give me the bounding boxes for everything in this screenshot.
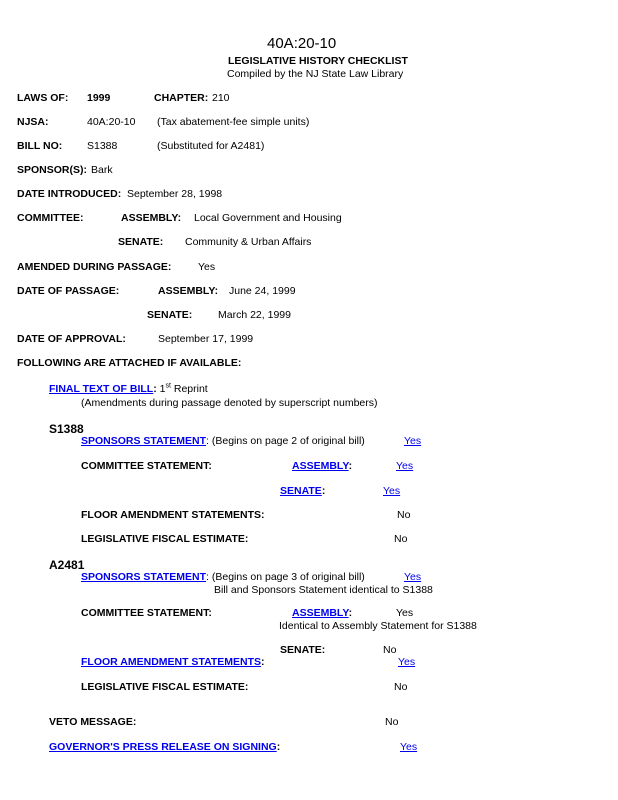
a2481-sponsors-note: : (Begins on page 3 of original bill) bbox=[206, 571, 365, 583]
committee-senate-value: Community & Urban Affairs bbox=[185, 236, 312, 248]
a2481-fiscal-value: No bbox=[394, 681, 408, 693]
a2481-senate-label: SENATE: bbox=[280, 644, 326, 656]
document-title: LEGISLATIVE HISTORY CHECKLIST bbox=[228, 55, 408, 67]
sponsors-value: Bark bbox=[91, 164, 113, 176]
a2481-floor-link[interactable]: FLOOR AMENDMENT STATEMENTS bbox=[81, 656, 262, 668]
sponsors-label: SPONSOR(S): bbox=[17, 164, 88, 176]
bill-no-note: (Substituted for A2481) bbox=[157, 140, 265, 152]
passage-senate-label: SENATE: bbox=[147, 309, 193, 321]
njsa-note: (Tax abatement-fee simple units) bbox=[157, 116, 310, 128]
s1388-sponsors-link[interactable]: SPONSORS STATEMENT bbox=[81, 435, 207, 447]
a2481-committee-label: COMMITTEE STATEMENT: bbox=[81, 607, 212, 619]
governor-row bbox=[49, 742, 280, 753]
date-introduced-value: September 28, 1998 bbox=[127, 188, 223, 200]
a2481-floor-yes-link[interactable]: Yes bbox=[398, 656, 416, 668]
njsa-value: 40A:20-10 bbox=[87, 116, 136, 128]
date-introduced-label: DATE INTRODUCED: bbox=[17, 188, 122, 200]
attached-heading: FOLLOWING ARE ATTACHED IF AVAILABLE: bbox=[17, 357, 242, 369]
a2481-assembly-value: Yes bbox=[396, 607, 414, 619]
a2481-heading: A2481 bbox=[49, 558, 85, 572]
approval-value: September 17, 1999 bbox=[158, 333, 254, 345]
a2481-floor-row: FLOOR AMENDMENT STATEMENTS: bbox=[81, 656, 265, 668]
amended-value: Yes bbox=[198, 261, 216, 273]
bill-no-label: BILL NO: bbox=[17, 140, 63, 152]
bill-no-value: S1388 bbox=[87, 140, 118, 152]
s1388-floor-value: No bbox=[397, 509, 411, 521]
committee-assembly-label: ASSEMBLY: bbox=[121, 212, 182, 224]
final-text-value-num: 1 bbox=[159, 383, 166, 395]
s1388-senate-row: SENATE: bbox=[280, 485, 326, 497]
njsa-label: NJSA: bbox=[17, 116, 49, 128]
governor-colon: : bbox=[276, 741, 281, 753]
s1388-sponsors-row bbox=[81, 436, 365, 447]
chapter-value: 210 bbox=[212, 92, 230, 104]
passage-label: DATE OF PASSAGE: bbox=[17, 285, 120, 297]
s1388-fiscal-label: LEGISLATIVE FISCAL ESTIMATE: bbox=[81, 533, 249, 545]
a2481-senate-value: No bbox=[383, 644, 397, 656]
document-subtitle: Compiled by the NJ State Law Library bbox=[227, 68, 404, 80]
governor-press-release-link[interactable]: GOVERNOR'S PRESS RELEASE ON SIGNING bbox=[49, 741, 277, 753]
s1388-committee-label: COMMITTEE STATEMENT: bbox=[81, 460, 212, 472]
s1388-heading: S1388 bbox=[49, 422, 84, 436]
passage-senate-value: March 22, 1999 bbox=[218, 309, 291, 321]
committee-label: COMMITTEE: bbox=[17, 212, 84, 224]
amended-label: AMENDED DURING PASSAGE: bbox=[17, 261, 172, 273]
a2481-sponsors-link[interactable]: SPONSORS STATEMENT bbox=[81, 571, 207, 583]
a2481-sponsors-sub: Bill and Sponsors Statement identical to S1388 bbox=[214, 584, 433, 596]
committee-assembly-value: Local Government and Housing bbox=[194, 212, 342, 224]
a2481-sponsors-yes-link[interactable]: Yes bbox=[404, 571, 422, 583]
final-text-link[interactable]: FINAL TEXT OF BILL bbox=[49, 383, 154, 395]
a2481-sponsors-row bbox=[81, 572, 365, 583]
final-text-row bbox=[49, 384, 208, 395]
laws-of-year: 1999 bbox=[87, 92, 111, 104]
approval-label: DATE OF APPROVAL: bbox=[17, 333, 126, 345]
s1388-senate-yes-link[interactable]: Yes bbox=[383, 485, 401, 497]
s1388-sponsors-yes-link[interactable]: Yes bbox=[404, 435, 422, 447]
final-text-note: (Amendments during passage denoted by superscript numbers) bbox=[81, 397, 378, 409]
chapter-label: CHAPTER: bbox=[154, 92, 209, 104]
final-text-value-sup: st bbox=[165, 382, 171, 390]
document-code: 40A:20-10 bbox=[267, 35, 337, 52]
a2481-fiscal-label: LEGISLATIVE FISCAL ESTIMATE: bbox=[81, 681, 249, 693]
s1388-assembly-link[interactable]: ASSEMBLY bbox=[292, 460, 349, 472]
passage-assembly-value: June 24, 1999 bbox=[229, 285, 296, 297]
veto-label: VETO MESSAGE: bbox=[49, 716, 137, 728]
passage-assembly-label: ASSEMBLY: bbox=[158, 285, 219, 297]
s1388-assembly-yes-link[interactable]: Yes bbox=[396, 460, 414, 472]
a2481-assembly-row: ASSEMBLY: bbox=[292, 607, 353, 619]
committee-senate-label: SENATE: bbox=[118, 236, 164, 248]
a2481-assembly-sub: Identical to Assembly Statement for S1388 bbox=[279, 620, 477, 632]
s1388-assembly-row: ASSEMBLY: bbox=[292, 460, 353, 472]
a2481-assembly-link[interactable]: ASSEMBLY bbox=[292, 607, 349, 619]
laws-of-label: LAWS OF: bbox=[17, 92, 69, 104]
s1388-floor-label: FLOOR AMENDMENT STATEMENTS: bbox=[81, 509, 265, 521]
s1388-senate-link[interactable]: SENATE bbox=[280, 485, 322, 497]
s1388-sponsors-note: : (Begins on page 2 of original bill) bbox=[206, 435, 365, 447]
governor-yes-link[interactable]: Yes bbox=[400, 741, 418, 753]
final-text-colon: : bbox=[153, 383, 157, 395]
veto-value: No bbox=[385, 716, 399, 728]
final-text-value-rest: Reprint bbox=[170, 383, 208, 395]
s1388-fiscal-value: No bbox=[394, 533, 408, 545]
